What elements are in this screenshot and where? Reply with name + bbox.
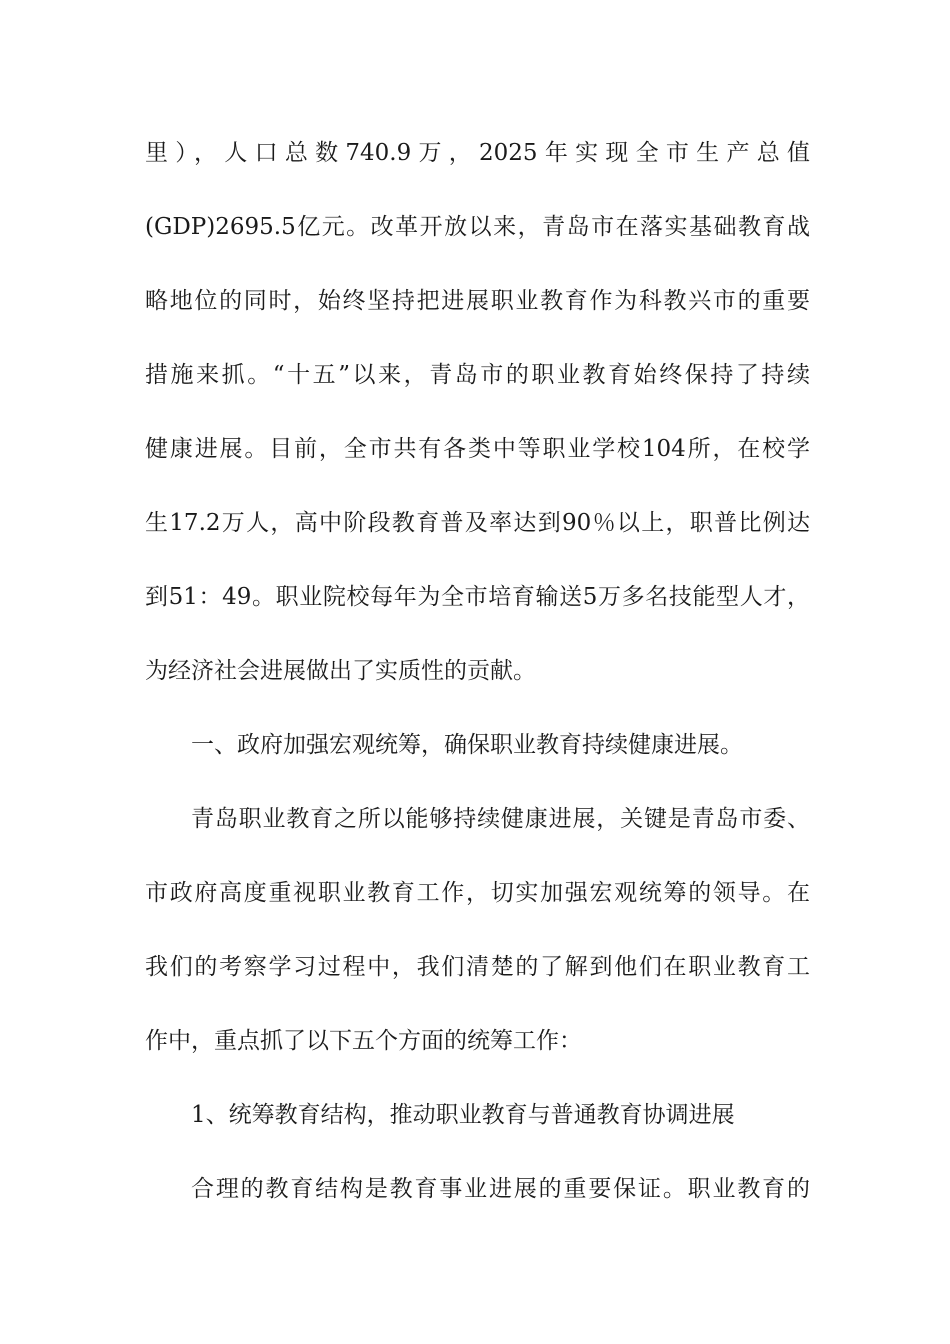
subsection-heading: 1、统筹教育结构，推动职业教育与普通教育协调进展 (191, 1102, 735, 1128)
text-line: 里），人口总数740.9万，2025年实现全市生产总值 (145, 140, 810, 166)
text-line: 生17.2万人，高中阶段教育普及率达到90％以上，职普比例达 (145, 510, 810, 536)
text-line: 合理的教育结构是教育事业进展的重要保证。职业教育的 (191, 1176, 810, 1202)
text-line: 到51：49。职业院校每年为全市培育输送5万多名技能型人才， (145, 584, 810, 610)
text-line: 措施来抓。“十五”以来，青岛市的职业教育始终保持了持续 (145, 362, 810, 388)
text-line: 作中，重点抓了以下五个方面的统筹工作： (145, 1028, 582, 1054)
text-line: (GDP)2695.5亿元。改革开放以来，青岛市在落实基础教育战 (145, 214, 810, 240)
text-line: 为经济社会进展做出了实质性的贡献。 (145, 658, 536, 684)
body-text (145, 131, 810, 1241)
text-line: 青岛职业教育之所以能够持续健康进展，关键是青岛市委、 (191, 806, 810, 832)
section-heading: 一、政府加强宏观统筹，确保职业教育持续健康进展。 (191, 732, 743, 758)
text-line: 市政府高度重视职业教育工作，切实加强宏观统筹的领导。在 (145, 880, 810, 906)
text-line: 健康进展。目前，全市共有各类中等职业学校104所，在校学 (145, 436, 810, 462)
text-line: 我们的考察学习过程中，我们清楚的了解到他们在职业教育工 (145, 954, 810, 980)
text-line: 略地位的同时，始终坚持把进展职业教育作为科教兴市的重要 (145, 288, 810, 314)
